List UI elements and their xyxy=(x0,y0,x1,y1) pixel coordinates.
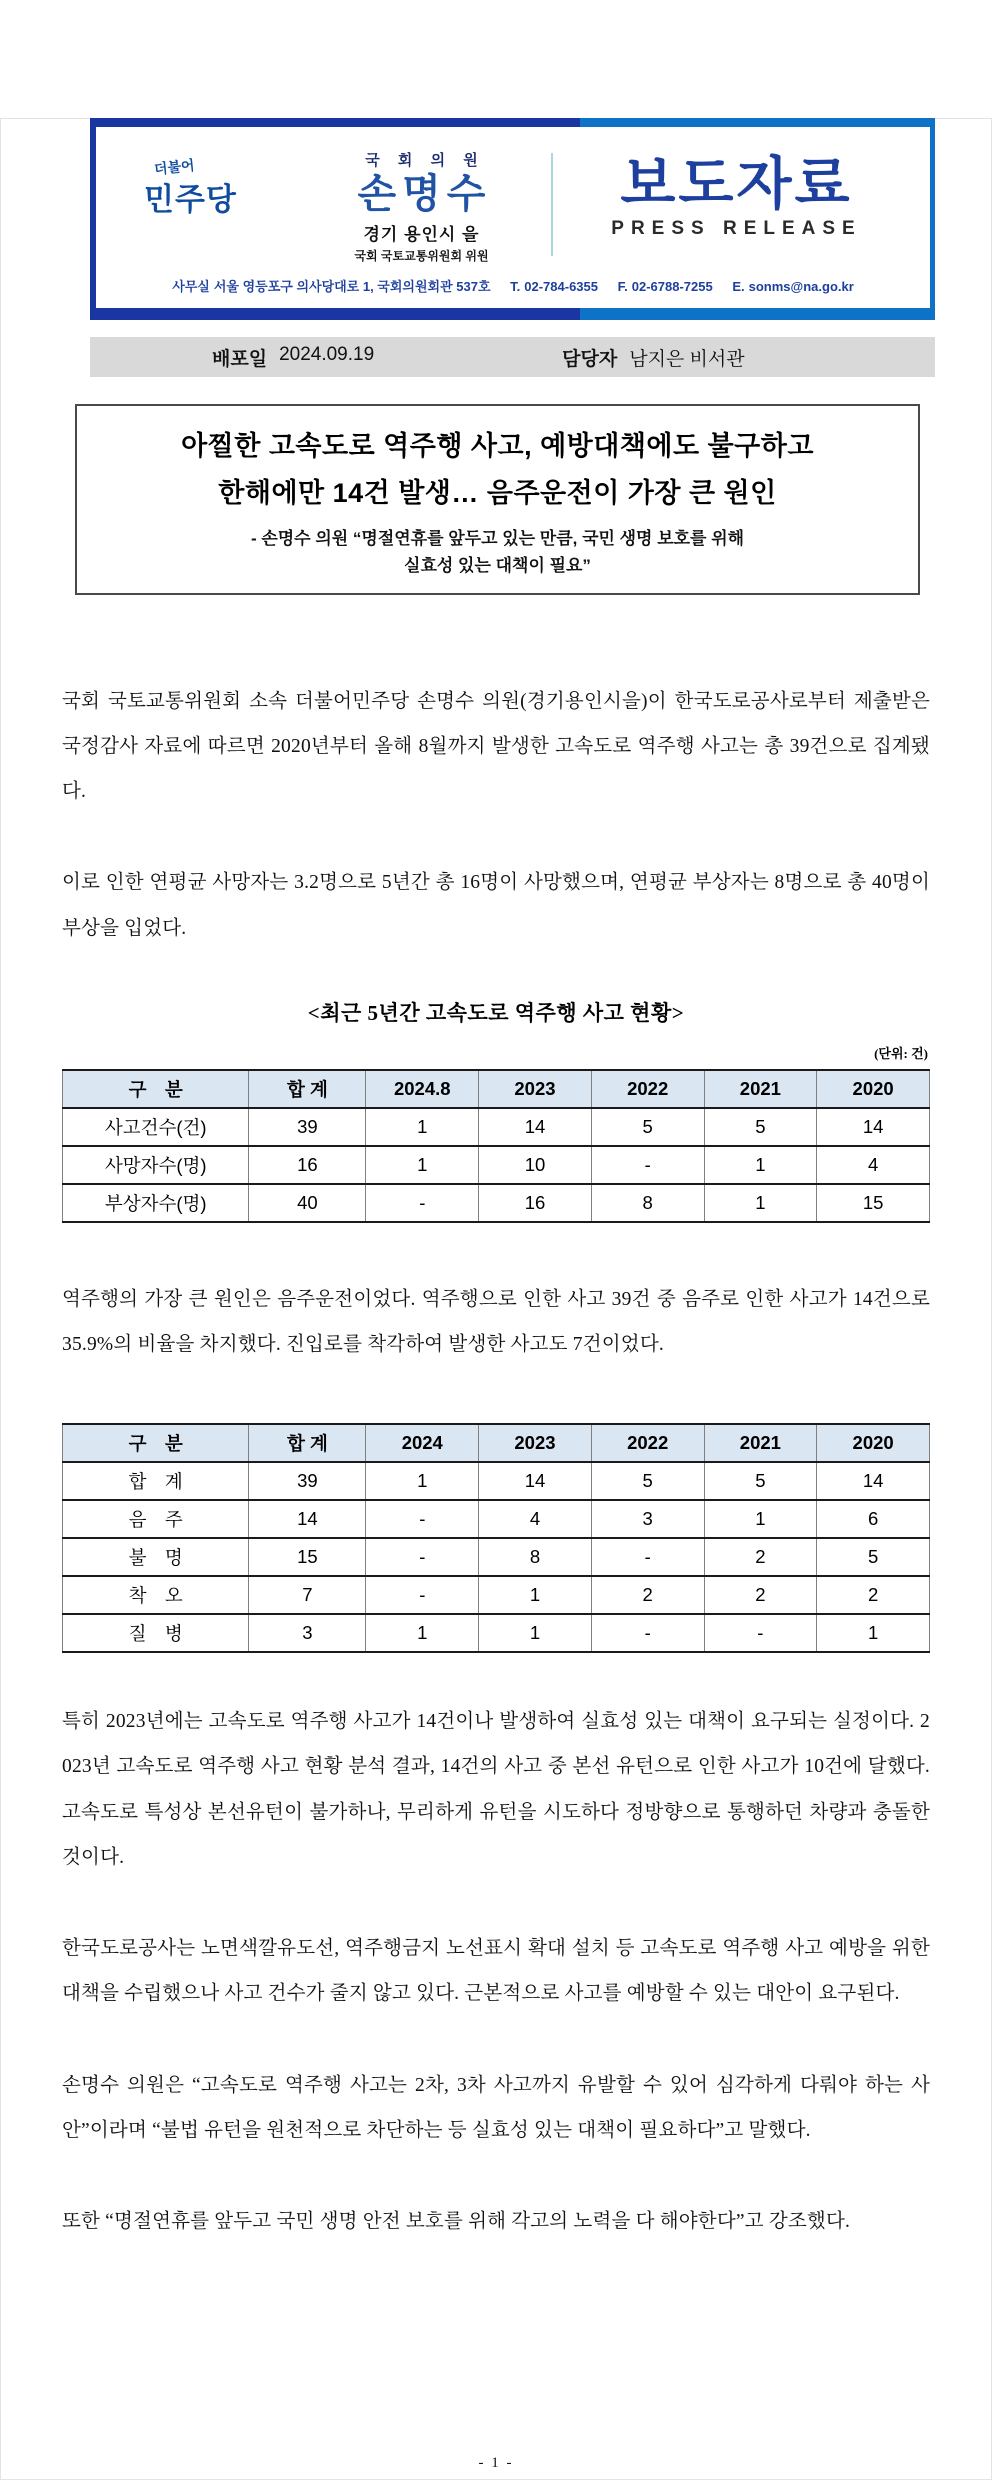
value-cell: - xyxy=(704,1614,817,1652)
member-district: 경기 용인시 을 xyxy=(363,225,480,244)
body-paragraph-7: 또한 “명절연휴를 앞두고 국민 생명 안전 보호를 위해 각고의 노력을 다 해야한다”고 강조했다. xyxy=(62,2211,851,2233)
table-row xyxy=(63,1576,930,1614)
value-cell: 16 xyxy=(249,1146,366,1184)
table-header-cell: 합 계 xyxy=(249,1070,366,1108)
meta-bar xyxy=(90,337,935,377)
row-label-cell: 사고건수(건) xyxy=(63,1108,249,1146)
fax-label: F. xyxy=(617,279,628,294)
letterhead-bottom-bar xyxy=(90,308,935,320)
press-release-subtitle: PRESS RELEASE xyxy=(611,217,862,239)
table-header-cell: 2021 xyxy=(704,1424,817,1462)
headline-line-1: 아찔한 고속도로 역주행 사고, 예방대책에도 불구하고 xyxy=(181,431,814,461)
row-label-cell: 음 주 xyxy=(63,1500,249,1538)
office-value: 서울 영등포구 의사당대로 1, 국회의원회관 537호 xyxy=(213,279,491,294)
value-cell: - xyxy=(591,1538,704,1576)
body-paragraph-5: 한국도로공사는 노면색깔유도선, 역주행금지 노선표시 확대 설치 등 고속도로 역주행 사고 예방을 위한 대책을 수립했으나 사고 건수가 줄지 않고 있다. 근본적으로 사고를 예방할 수 있는 대안이 요구된다. xyxy=(62,1938,930,2005)
accident-status-table xyxy=(62,1069,930,1223)
table-row xyxy=(63,1614,930,1652)
table-header-cell: 2022 xyxy=(591,1070,704,1108)
table-header-cell: 2021 xyxy=(704,1070,817,1108)
value-cell: 1 xyxy=(366,1614,479,1652)
value-cell: 16 xyxy=(479,1184,592,1222)
table-row xyxy=(63,1500,930,1538)
row-label-cell: 합 계 xyxy=(63,1462,249,1500)
release-date-label: 배포일 xyxy=(212,348,268,370)
value-cell: 1 xyxy=(704,1146,817,1184)
office-address xyxy=(172,279,490,294)
value-cell: 14 xyxy=(249,1500,366,1538)
value-cell: 5 xyxy=(591,1462,704,1500)
table-header-cell: 구 분 xyxy=(63,1424,249,1462)
value-cell: - xyxy=(366,1184,479,1222)
party-logo-bottom-text: 민주당 xyxy=(144,182,237,217)
body-paragraph-2: 이로 인한 연평균 사망자는 3.2명으로 5년간 총 16명이 사망했으며, 연평균 부상자는 8명으로 총 40명이 부상을 입었다. xyxy=(62,872,930,939)
table-header-cell: 2024.8 xyxy=(366,1070,479,1108)
party-logo-top-text: 더불어 xyxy=(153,156,196,178)
value-cell: 1 xyxy=(479,1576,592,1614)
table-header-cell: 2020 xyxy=(817,1424,930,1462)
row-label-cell: 불 명 xyxy=(63,1538,249,1576)
value-cell: 4 xyxy=(817,1146,930,1184)
value-cell: 1 xyxy=(817,1614,930,1652)
letterhead-top-bar xyxy=(90,118,935,127)
release-date xyxy=(212,344,374,371)
contact-person-label: 담당자 xyxy=(562,348,618,370)
fax xyxy=(618,279,713,294)
value-cell: 3 xyxy=(591,1500,704,1538)
tel-value: 02-784-6355 xyxy=(524,279,598,294)
value-cell: 2 xyxy=(591,1576,704,1614)
table-header-cell: 2023 xyxy=(479,1070,592,1108)
telephone xyxy=(510,279,598,294)
body-paragraph-3: 역주행의 가장 큰 원인은 음주운전이었다. 역주행으로 인한 사고 39건 중 음주로 인한 사고가 14건으로 35.9%의 비율을 차지했다. 진입로를 착각하여 발생한 사고도 7건이었다. xyxy=(62,1288,930,1355)
value-cell: 15 xyxy=(249,1538,366,1576)
value-cell: 7 xyxy=(249,1576,366,1614)
value-cell: 39 xyxy=(249,1462,366,1500)
body-paragraph-6: 손명수 의원은 “고속도로 역주행 사고는 2차, 3차 사고까지 유발할 수 있어 심각하게 다뤄야 하는 사안”이라며 “불법 유턴을 원천적으로 차단하는 등 실효성 있는 대책이 필요하다”고 말했다. xyxy=(62,2074,930,2141)
contact-person-value: 남지은 비서관 xyxy=(629,348,745,370)
value-cell: - xyxy=(591,1146,704,1184)
value-cell: 1 xyxy=(366,1146,479,1184)
email-label: E. xyxy=(732,279,745,294)
row-label-cell: 착 오 xyxy=(63,1576,249,1614)
body-paragraph-4: 특히 2023년에는 고속도로 역주행 사고가 14건이나 발생하여 실효성 있는 대책이 요구되는 실정이다. 2023년 고속도로 역주행 사고 현황 분석 결과, 14건의 사고 중 본선 유턴으로 인한 사고가 10건에 달했다. 고속도로 특성상 본선유턴이 불가하나, 무리하게 유턴을 시도하다 정방향으로 통행하던 차량과 충돌한 것이다. xyxy=(62,1711,930,1868)
value-cell: 39 xyxy=(249,1108,366,1146)
member-info xyxy=(314,149,529,264)
table-header-cell: 2022 xyxy=(591,1424,704,1462)
table-header-cell: 합 계 xyxy=(249,1424,366,1462)
press-release-banner xyxy=(567,149,906,240)
document-body xyxy=(0,679,992,2245)
value-cell: 5 xyxy=(704,1108,817,1146)
value-cell: - xyxy=(366,1576,479,1614)
value-cell: 3 xyxy=(249,1614,366,1652)
table-header-cell: 2024 xyxy=(366,1424,479,1462)
email xyxy=(732,279,853,294)
value-cell: 5 xyxy=(817,1538,930,1576)
table-row xyxy=(63,1462,930,1500)
value-cell: 1 xyxy=(366,1462,479,1500)
value-cell: 4 xyxy=(479,1500,592,1538)
tel-label: T. xyxy=(510,279,521,294)
headline-line-2: 한해에만 14건 발생… 음주운전이 가장 큰 원인 xyxy=(218,478,777,509)
office-label: 사무실 xyxy=(172,279,210,294)
value-cell: 8 xyxy=(479,1538,592,1576)
row-label-cell: 사망자수(명) xyxy=(63,1146,249,1184)
value-cell: 14 xyxy=(479,1108,592,1146)
headline-subline-2: 실효성 있는 대책이 필요” xyxy=(404,556,591,576)
page-footer xyxy=(0,2455,992,2472)
body-paragraph-1: 국회 국토교통위원회 소속 더불어민주당 손명수 의원(경기용인시을)이 한국도로공사로부터 제출받은 국정감사 자료에 따르면 2020년부터 올해 8월까지 발생한 고속도로 역주행 사고는 총 39건으로 집계됐다. xyxy=(62,690,930,803)
member-title: 국 회 의 원 xyxy=(365,152,485,169)
press-release-title: 보도자료 xyxy=(620,152,853,216)
vertical-divider xyxy=(551,153,553,256)
value-cell: 1 xyxy=(704,1500,817,1538)
table-header-row xyxy=(63,1424,930,1462)
letterhead xyxy=(90,118,935,320)
table-row xyxy=(63,1538,930,1576)
value-cell: 14 xyxy=(817,1108,930,1146)
row-label-cell: 부상자수(명) xyxy=(63,1184,249,1222)
table-header-cell: 2023 xyxy=(479,1424,592,1462)
value-cell: 14 xyxy=(479,1462,592,1500)
value-cell: - xyxy=(591,1614,704,1652)
value-cell: 1 xyxy=(479,1614,592,1652)
contact-person xyxy=(562,344,744,371)
value-cell: 2 xyxy=(704,1576,817,1614)
value-cell: 14 xyxy=(817,1462,930,1500)
value-cell: 10 xyxy=(479,1146,592,1184)
fax-value: 02-6788-7255 xyxy=(631,279,713,294)
headline-box xyxy=(75,404,920,595)
value-cell: 5 xyxy=(704,1462,817,1500)
party-logo xyxy=(144,149,314,219)
headline-subline-1: - 손명수 의원 “명절연휴를 앞두고 있는 만큼, 국민 생명 보호를 위해 xyxy=(250,528,745,548)
table-header-row xyxy=(63,1070,930,1108)
press-release-page xyxy=(0,118,992,2480)
member-committee: 국회 국토교통위원회 위원 xyxy=(354,249,489,263)
value-cell: 40 xyxy=(249,1184,366,1222)
table-row xyxy=(63,1108,930,1146)
value-cell: - xyxy=(366,1500,479,1538)
table-unit-note: (단위: 건) xyxy=(874,1045,928,1061)
email-value: sonms@na.go.kr xyxy=(748,279,854,294)
release-date-value: 2024.09.19 xyxy=(279,343,375,365)
value-cell: 5 xyxy=(591,1108,704,1146)
table-header-cell: 2020 xyxy=(817,1070,930,1108)
accident-cause-table xyxy=(62,1423,930,1653)
value-cell: 1 xyxy=(704,1184,817,1222)
value-cell: 6 xyxy=(817,1500,930,1538)
value-cell: 8 xyxy=(591,1184,704,1222)
value-cell: 2 xyxy=(817,1576,930,1614)
value-cell: 1 xyxy=(366,1108,479,1146)
value-cell: 2 xyxy=(704,1538,817,1576)
letterhead-body xyxy=(90,127,935,308)
table-caption: <최근 5년간 고속도로 역주행 사고 현황> xyxy=(307,1000,685,1025)
table-row xyxy=(63,1184,930,1222)
row-label-cell: 질 병 xyxy=(63,1614,249,1652)
page-number: - 1 - xyxy=(478,2455,514,2471)
table-header-cell: 구 분 xyxy=(63,1070,249,1108)
contact-line xyxy=(96,266,930,308)
table-row xyxy=(63,1146,930,1184)
value-cell: - xyxy=(366,1538,479,1576)
value-cell: 15 xyxy=(817,1184,930,1222)
member-name: 손명수 xyxy=(357,172,492,216)
